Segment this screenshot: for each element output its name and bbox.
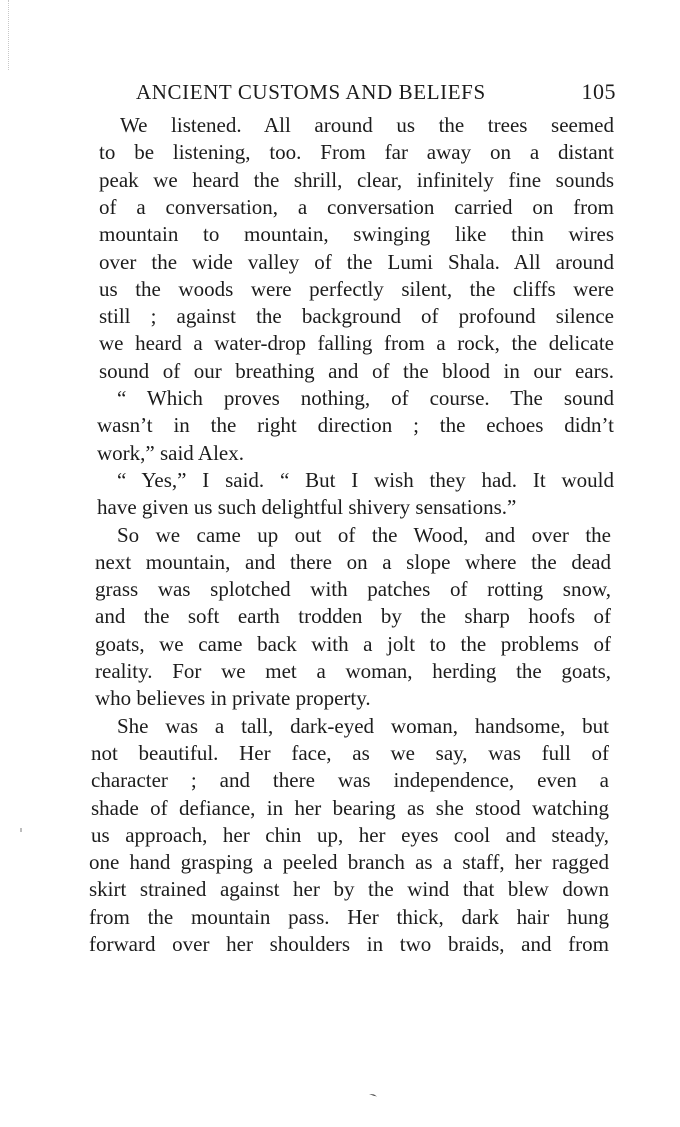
scan-speck	[20, 828, 22, 832]
text-line: us approach, her chin up, her eyes cool and steady,	[91, 822, 609, 847]
text-line: peak we heard the shrill, clear, infinitely fine sounds	[99, 167, 614, 192]
text-line: sound of our breathing and of the blood in our ears.	[99, 358, 614, 383]
text-line: “ Which proves nothing, of course. The sound	[117, 386, 614, 410]
text-line: to be listening, too. From far away on a distant	[99, 140, 614, 165]
text-line: She was a tall, dark-eyed woman, handsome, but	[117, 713, 609, 738]
text-line: mountain to mountain, swinging like thin wires	[99, 222, 614, 247]
text-line: not beautiful. Her face, as we say, was full of	[91, 740, 609, 765]
text-line: character ; and there was independence, even a	[91, 768, 609, 793]
text-line: goats, we came back with a jolt to the problems of	[95, 631, 611, 656]
text-line: we heard a water-drop falling from a rock, the delicate	[99, 331, 614, 356]
text-line: and the soft earth trodden by the sharp hoofs of	[95, 604, 611, 629]
scan-edge-mark	[8, 0, 11, 70]
text-line: still ; against the background of profound silence	[99, 304, 614, 329]
page-number: 105	[581, 79, 616, 104]
text-line: wasn’t in the right direction ; the echoes didn’t	[97, 413, 614, 438]
text-line: over the wide valley of the Lumi Shala. All around	[99, 249, 614, 274]
text-line: “ Yes,” I said. “ But I wish they had. It would	[117, 467, 614, 492]
running-header	[136, 76, 616, 108]
text-line: of a conversation, a conversation carried on from	[99, 194, 614, 219]
text-line: So we came up out of the Wood, and over the	[117, 522, 611, 547]
text-line: We listened. All around us the trees seemed	[120, 113, 614, 137]
text-line: skirt strained against her by the wind that blew down	[89, 877, 609, 902]
text-line: next mountain, and there on a slope where the dead	[95, 549, 611, 574]
text-line: us the woods were perfectly silent, the cliffs were	[99, 276, 614, 301]
running-title: ANCIENT CUSTOMS AND BELIEFS	[136, 80, 486, 104]
text-line: reality. For we met a woman, herding the goats,	[95, 659, 611, 683]
text-line: have given us such delightful shivery sensations.”	[97, 495, 517, 520]
text-line: from the mountain pass. Her thick, dark hair hung	[89, 904, 609, 929]
text-line: work,” said Alex.	[97, 440, 244, 465]
scan-speck	[369, 1093, 377, 1097]
text-line: shade of defiance, in her bearing as she stood watching	[91, 795, 609, 820]
text-line: who believes in private property.	[95, 686, 371, 711]
text-line: grass was splotched with patches of rotting snow,	[95, 577, 611, 602]
text-line: forward over her shoulders in two braids, and from	[89, 932, 609, 956]
text-line: one hand grasping a peeled branch as a staff, her ragged	[89, 850, 609, 875]
